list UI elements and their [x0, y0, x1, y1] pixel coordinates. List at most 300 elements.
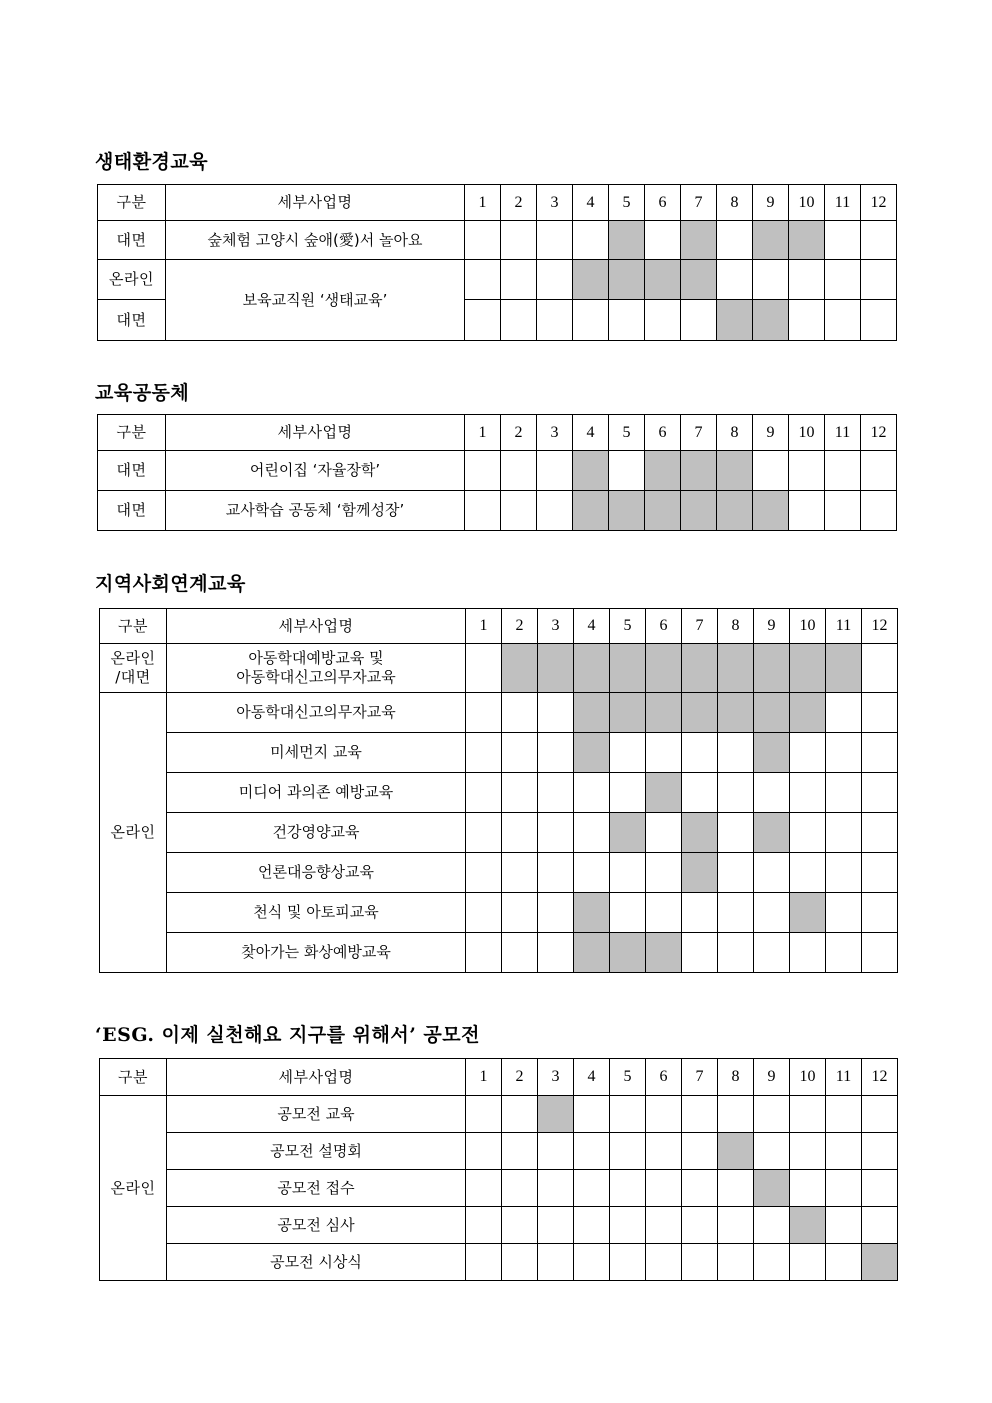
schedule-cell-active — [574, 933, 610, 973]
schedule-cell — [718, 733, 754, 773]
schedule-cell — [502, 1207, 538, 1244]
schedule-cell-active — [681, 451, 717, 491]
month-header-10: 10 — [790, 609, 826, 644]
schedule-cell-active — [753, 221, 789, 260]
row-category: 온라인 — [100, 1096, 167, 1281]
month-header-10: 10 — [789, 185, 825, 221]
schedule-cell — [826, 693, 862, 733]
month-header-9: 9 — [754, 1059, 790, 1096]
schedule-cell — [789, 491, 825, 531]
month-header-1: 1 — [466, 609, 502, 644]
schedule-cell — [537, 300, 573, 341]
schedule-cell — [646, 1133, 682, 1170]
schedule-cell — [465, 300, 501, 341]
schedule-cell-active — [573, 260, 609, 300]
schedule-cell — [826, 933, 862, 973]
schedule-cell — [862, 1096, 898, 1133]
schedule-cell-active — [718, 1133, 754, 1170]
schedule-cell-active — [790, 1207, 826, 1244]
schedule-cell — [537, 260, 573, 300]
schedule-table-ecology — [97, 184, 897, 341]
schedule-cell — [537, 491, 573, 531]
schedule-cell-active — [538, 644, 574, 693]
month-header-4: 4 — [573, 415, 609, 451]
schedule-cell — [682, 1133, 718, 1170]
schedule-cell — [501, 260, 537, 300]
schedule-cell — [790, 933, 826, 973]
schedule-cell — [861, 260, 897, 300]
schedule-cell — [538, 853, 574, 893]
schedule-cell-active — [754, 813, 790, 853]
schedule-cell-active — [681, 491, 717, 531]
schedule-cell — [789, 451, 825, 491]
schedule-table-local — [99, 608, 898, 973]
schedule-cell — [753, 451, 789, 491]
schedule-cell-active — [610, 813, 646, 853]
schedule-cell — [609, 451, 645, 491]
row-name: 보육교직원 ‘생태교육’ — [166, 260, 465, 341]
header-category: 구분 — [100, 609, 167, 644]
schedule-cell — [610, 733, 646, 773]
schedule-cell-active — [753, 491, 789, 531]
schedule-cell — [754, 773, 790, 813]
schedule-cell — [790, 1133, 826, 1170]
schedule-cell — [466, 1244, 502, 1281]
schedule-cell — [717, 221, 753, 260]
schedule-cell — [466, 644, 502, 693]
schedule-cell — [502, 773, 538, 813]
schedule-cell — [862, 644, 898, 693]
schedule-cell — [754, 893, 790, 933]
schedule-cell — [610, 773, 646, 813]
schedule-cell — [501, 491, 537, 531]
row-category: 온라인 — [98, 260, 166, 300]
schedule-cell — [790, 1244, 826, 1281]
schedule-cell-active — [790, 693, 826, 733]
row-name: 언론대응향상교육 — [167, 853, 466, 893]
schedule-cell — [610, 1096, 646, 1133]
schedule-cell — [502, 1244, 538, 1281]
schedule-cell — [682, 893, 718, 933]
schedule-cell-active — [718, 693, 754, 733]
row-category: 대면 — [98, 221, 166, 260]
section-title-esg-contest: ‘ESG. 이제 실천해요 지구를 위해서’ 공모전 — [95, 1024, 480, 1046]
schedule-cell — [754, 1096, 790, 1133]
month-header-2: 2 — [501, 415, 537, 451]
schedule-cell — [501, 300, 537, 341]
schedule-cell — [862, 693, 898, 733]
month-header-10: 10 — [789, 415, 825, 451]
schedule-cell-active — [573, 451, 609, 491]
month-header-3: 3 — [537, 185, 573, 221]
row-category: 대면 — [98, 300, 166, 341]
schedule-cell — [789, 300, 825, 341]
schedule-cell — [573, 221, 609, 260]
month-header-9: 9 — [754, 609, 790, 644]
schedule-cell — [466, 1133, 502, 1170]
schedule-cell — [502, 1133, 538, 1170]
schedule-cell — [789, 260, 825, 300]
header-name: 세부사업명 — [167, 609, 466, 644]
row-category: 온라인 — [100, 693, 167, 973]
month-header-11: 11 — [826, 1059, 862, 1096]
month-header-12: 12 — [862, 609, 898, 644]
schedule-cell-active — [754, 693, 790, 733]
month-header-6: 6 — [645, 185, 681, 221]
schedule-cell — [538, 1133, 574, 1170]
schedule-cell — [646, 1244, 682, 1281]
schedule-cell-active — [573, 491, 609, 531]
schedule-cell — [861, 300, 897, 341]
row-name: 찾아가는 화상예방교육 — [167, 933, 466, 973]
row-name: 아동학대신고의무자교육 — [167, 693, 466, 733]
schedule-cell — [609, 300, 645, 341]
schedule-cell — [610, 1244, 646, 1281]
schedule-cell — [538, 1244, 574, 1281]
schedule-cell — [682, 773, 718, 813]
schedule-cell — [681, 300, 717, 341]
schedule-cell-active — [754, 733, 790, 773]
schedule-cell — [538, 693, 574, 733]
schedule-cell — [790, 773, 826, 813]
schedule-cell — [574, 1207, 610, 1244]
schedule-cell — [574, 1133, 610, 1170]
schedule-cell — [574, 1096, 610, 1133]
schedule-cell — [754, 853, 790, 893]
header-name: 세부사업명 — [166, 185, 465, 221]
month-header-9: 9 — [753, 415, 789, 451]
schedule-cell-active — [645, 491, 681, 531]
schedule-cell — [501, 451, 537, 491]
month-header-6: 6 — [646, 1059, 682, 1096]
schedule-cell-active — [681, 260, 717, 300]
schedule-cell-active — [717, 300, 753, 341]
schedule-cell — [682, 1170, 718, 1207]
schedule-cell — [682, 1207, 718, 1244]
row-name: 공모전 심사 — [167, 1207, 466, 1244]
schedule-cell — [502, 853, 538, 893]
month-header-7: 7 — [682, 609, 718, 644]
schedule-cell — [610, 1207, 646, 1244]
month-header-5: 5 — [609, 415, 645, 451]
schedule-cell-active — [645, 451, 681, 491]
month-header-4: 4 — [574, 609, 610, 644]
schedule-cell-active — [538, 1096, 574, 1133]
schedule-cell-active — [574, 644, 610, 693]
month-header-7: 7 — [682, 1059, 718, 1096]
header-category: 구분 — [100, 1059, 167, 1096]
month-header-11: 11 — [826, 609, 862, 644]
schedule-cell — [573, 300, 609, 341]
schedule-cell-active — [790, 893, 826, 933]
schedule-cell — [502, 1096, 538, 1133]
schedule-cell — [682, 933, 718, 973]
schedule-cell — [826, 1096, 862, 1133]
schedule-cell — [538, 893, 574, 933]
header-name: 세부사업명 — [167, 1059, 466, 1096]
schedule-cell — [465, 260, 501, 300]
schedule-cell — [862, 933, 898, 973]
row-name: 교사학습 공동체 ‘함께성장’ — [166, 491, 465, 531]
schedule-cell-active — [646, 773, 682, 813]
month-header-6: 6 — [646, 609, 682, 644]
schedule-table-esg-contest — [99, 1058, 898, 1281]
schedule-cell — [574, 1244, 610, 1281]
schedule-cell-active — [754, 1170, 790, 1207]
schedule-cell-active — [646, 693, 682, 733]
month-header-11: 11 — [825, 185, 861, 221]
schedule-cell — [502, 813, 538, 853]
schedule-cell-active — [718, 644, 754, 693]
month-header-2: 2 — [501, 185, 537, 221]
schedule-cell — [862, 1133, 898, 1170]
schedule-cell-active — [682, 813, 718, 853]
schedule-cell — [826, 1133, 862, 1170]
schedule-cell — [502, 933, 538, 973]
schedule-cell-active — [717, 451, 753, 491]
header-category: 구분 — [98, 415, 166, 451]
schedule-cell — [466, 773, 502, 813]
header-category: 구분 — [98, 185, 166, 221]
schedule-cell-active — [609, 260, 645, 300]
month-header-3: 3 — [537, 415, 573, 451]
month-header-5: 5 — [610, 1059, 646, 1096]
schedule-cell — [537, 451, 573, 491]
schedule-cell — [537, 221, 573, 260]
schedule-cell — [826, 1244, 862, 1281]
month-header-12: 12 — [861, 185, 897, 221]
month-header-7: 7 — [681, 415, 717, 451]
schedule-cell — [825, 221, 861, 260]
schedule-cell — [825, 260, 861, 300]
month-header-1: 1 — [466, 1059, 502, 1096]
schedule-cell — [466, 1170, 502, 1207]
schedule-cell — [790, 1096, 826, 1133]
schedule-cell-active — [502, 644, 538, 693]
schedule-cell — [754, 933, 790, 973]
schedule-cell — [538, 813, 574, 853]
schedule-cell — [466, 693, 502, 733]
schedule-cell-active — [574, 733, 610, 773]
schedule-cell-active — [789, 221, 825, 260]
schedule-cell — [465, 451, 501, 491]
row-name: 미세먼지 교육 — [167, 733, 466, 773]
schedule-cell — [574, 853, 610, 893]
schedule-cell — [862, 813, 898, 853]
month-header-12: 12 — [862, 1059, 898, 1096]
schedule-cell — [826, 1207, 862, 1244]
schedule-cell — [718, 1207, 754, 1244]
schedule-cell-active — [610, 693, 646, 733]
schedule-cell — [646, 1096, 682, 1133]
schedule-cell — [645, 221, 681, 260]
month-header-8: 8 — [718, 609, 754, 644]
schedule-cell — [718, 813, 754, 853]
schedule-cell — [861, 221, 897, 260]
schedule-cell — [790, 813, 826, 853]
schedule-cell-active — [717, 491, 753, 531]
schedule-cell-active — [609, 491, 645, 531]
schedule-cell-active — [574, 893, 610, 933]
schedule-cell — [682, 1244, 718, 1281]
schedule-cell — [826, 773, 862, 813]
schedule-cell — [466, 893, 502, 933]
schedule-cell-active — [682, 644, 718, 693]
schedule-cell — [718, 853, 754, 893]
schedule-cell — [790, 853, 826, 893]
schedule-cell — [826, 853, 862, 893]
schedule-cell — [465, 491, 501, 531]
schedule-cell — [646, 1170, 682, 1207]
schedule-table-community — [97, 414, 897, 531]
schedule-cell — [610, 1133, 646, 1170]
schedule-cell — [682, 1096, 718, 1133]
schedule-cell — [718, 1096, 754, 1133]
schedule-cell — [861, 491, 897, 531]
schedule-cell — [717, 260, 753, 300]
schedule-cell — [465, 221, 501, 260]
schedule-cell — [718, 773, 754, 813]
schedule-cell — [610, 1170, 646, 1207]
schedule-cell — [645, 300, 681, 341]
schedule-cell — [610, 853, 646, 893]
schedule-cell-active — [682, 853, 718, 893]
schedule-cell — [862, 733, 898, 773]
schedule-cell — [466, 853, 502, 893]
month-header-8: 8 — [718, 1059, 754, 1096]
schedule-cell — [790, 1170, 826, 1207]
schedule-cell — [502, 693, 538, 733]
schedule-cell — [646, 813, 682, 853]
schedule-cell — [538, 1170, 574, 1207]
schedule-cell — [538, 933, 574, 973]
row-category: 대면 — [98, 491, 166, 531]
schedule-cell — [538, 733, 574, 773]
schedule-cell — [862, 853, 898, 893]
schedule-cell — [466, 1096, 502, 1133]
schedule-cell-active — [610, 933, 646, 973]
row-name: 숲체험 고양시 숲애(愛)서 놀아요 — [166, 221, 465, 260]
month-header-6: 6 — [645, 415, 681, 451]
month-header-4: 4 — [573, 185, 609, 221]
schedule-cell-active — [753, 300, 789, 341]
schedule-cell — [466, 933, 502, 973]
schedule-cell — [466, 1207, 502, 1244]
schedule-cell — [646, 1207, 682, 1244]
row-name: 어린이집 ‘자율장학’ — [166, 451, 465, 491]
section-title-ecology: 생태환경교육 — [95, 151, 209, 173]
schedule-cell-active — [681, 221, 717, 260]
schedule-cell — [825, 300, 861, 341]
schedule-cell — [610, 893, 646, 933]
schedule-cell — [718, 893, 754, 933]
schedule-cell — [538, 1207, 574, 1244]
month-header-1: 1 — [465, 185, 501, 221]
row-name: 건강영양교육 — [167, 813, 466, 853]
row-category: 대면 — [98, 451, 166, 491]
schedule-cell — [646, 853, 682, 893]
month-header-9: 9 — [753, 185, 789, 221]
schedule-cell — [862, 1170, 898, 1207]
month-header-5: 5 — [609, 185, 645, 221]
schedule-cell — [790, 733, 826, 773]
schedule-cell — [862, 773, 898, 813]
month-header-3: 3 — [538, 609, 574, 644]
schedule-cell — [646, 893, 682, 933]
schedule-cell — [682, 733, 718, 773]
schedule-cell — [826, 813, 862, 853]
row-name: 미디어 과의존 예방교육 — [167, 773, 466, 813]
row-name: 공모전 교육 — [167, 1096, 466, 1133]
schedule-cell — [466, 813, 502, 853]
row-name: 공모전 설명회 — [167, 1133, 466, 1170]
schedule-cell-active — [646, 933, 682, 973]
month-header-2: 2 — [502, 1059, 538, 1096]
schedule-cell — [861, 451, 897, 491]
schedule-cell — [574, 1170, 610, 1207]
month-header-10: 10 — [790, 1059, 826, 1096]
section-title-community: 교육공동체 — [95, 382, 190, 404]
schedule-cell-active — [574, 693, 610, 733]
schedule-cell-active — [645, 260, 681, 300]
schedule-cell — [718, 1170, 754, 1207]
schedule-cell-active — [826, 644, 862, 693]
row-name: 아동학대예방교육 및 아동학대신고의무자교육 — [167, 644, 466, 693]
month-header-5: 5 — [610, 609, 646, 644]
schedule-cell — [502, 1170, 538, 1207]
schedule-cell — [826, 893, 862, 933]
schedule-cell — [502, 893, 538, 933]
schedule-cell — [574, 813, 610, 853]
month-header-3: 3 — [538, 1059, 574, 1096]
schedule-cell — [646, 733, 682, 773]
schedule-cell-active — [790, 644, 826, 693]
header-name: 세부사업명 — [166, 415, 465, 451]
row-name: 공모전 접수 — [167, 1170, 466, 1207]
schedule-cell-active — [610, 644, 646, 693]
schedule-cell-active — [609, 221, 645, 260]
month-header-8: 8 — [717, 185, 753, 221]
month-header-7: 7 — [681, 185, 717, 221]
schedule-cell — [826, 1170, 862, 1207]
schedule-cell — [862, 1207, 898, 1244]
schedule-cell — [574, 773, 610, 813]
schedule-cell — [754, 1133, 790, 1170]
schedule-cell — [825, 491, 861, 531]
schedule-cell-active — [646, 644, 682, 693]
month-header-2: 2 — [502, 609, 538, 644]
schedule-cell — [466, 733, 502, 773]
month-header-12: 12 — [861, 415, 897, 451]
month-header-11: 11 — [825, 415, 861, 451]
month-header-8: 8 — [717, 415, 753, 451]
schedule-cell — [501, 221, 537, 260]
schedule-cell-active — [682, 693, 718, 733]
month-header-1: 1 — [465, 415, 501, 451]
schedule-cell-active — [862, 1244, 898, 1281]
schedule-cell-active — [754, 644, 790, 693]
row-name: 천식 및 아토피교육 — [167, 893, 466, 933]
schedule-cell — [754, 1244, 790, 1281]
row-category: 온라인 /대면 — [100, 644, 167, 693]
schedule-cell — [862, 893, 898, 933]
schedule-cell — [502, 733, 538, 773]
schedule-cell — [826, 733, 862, 773]
schedule-cell — [753, 260, 789, 300]
row-name: 공모전 시상식 — [167, 1244, 466, 1281]
schedule-cell — [825, 451, 861, 491]
month-header-4: 4 — [574, 1059, 610, 1096]
